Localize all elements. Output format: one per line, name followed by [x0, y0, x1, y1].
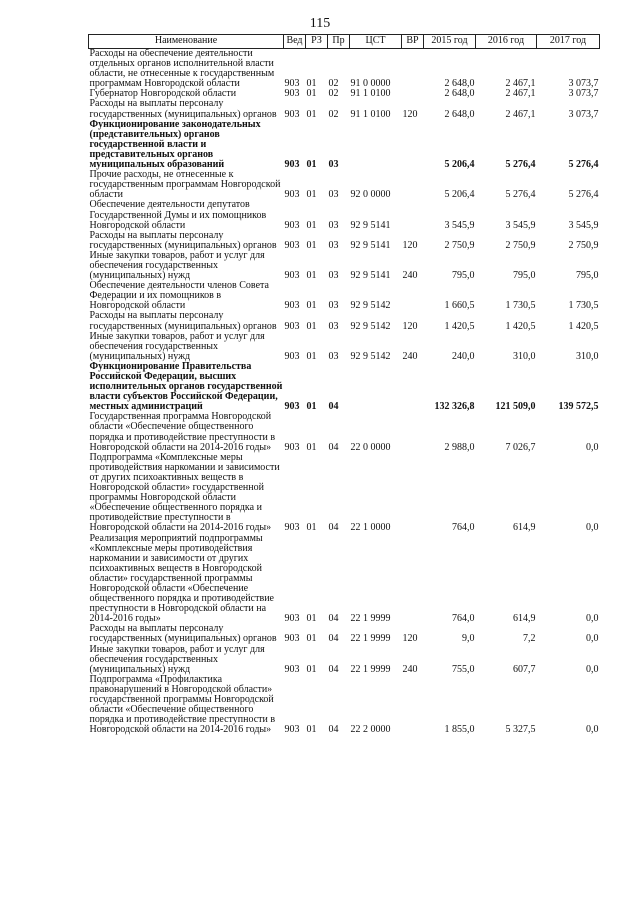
cell-pr: 03	[328, 270, 339, 282]
cell-2017: 0,0	[586, 633, 599, 645]
cell-ved: 903	[284, 270, 300, 282]
cell-2016: 614,9	[513, 522, 536, 534]
cell-ved: 903	[284, 300, 300, 312]
cell-2015: 755,0	[452, 663, 475, 675]
cell-2017: 1 420,5	[568, 320, 599, 332]
cell-2017: 2 750,9	[568, 239, 599, 251]
cell-name: Расходы на выплаты персоналу государственных (муниципальных) органов	[89, 310, 277, 332]
cell-vr: 120	[402, 320, 418, 332]
cell-name: Расходы на выплаты персоналу государственных (муниципальных) органов	[89, 623, 277, 645]
cell-vr: 240	[402, 270, 418, 282]
cell-ved: 903	[284, 613, 300, 625]
cell-2016: 5 276,4	[505, 159, 536, 171]
cell-vr	[402, 170, 424, 200]
header-2017: 2017 год	[537, 35, 600, 49]
cell-rz: 01	[306, 724, 317, 736]
cell-name: Прочие расходы, не отнесенные к государственным программам Новгородской области	[89, 169, 281, 201]
header-2016: 2016 год	[476, 35, 537, 49]
cell-2015: 1 660,5	[444, 300, 475, 312]
cell-rz: 01	[306, 88, 317, 100]
cell-2017: 3 073,7	[568, 88, 599, 100]
cell-vr	[402, 412, 424, 452]
cell-2017: 5 276,4	[568, 189, 599, 201]
cell-ved: 903	[284, 663, 300, 675]
cell-name: Подпрограмма «Профилактика правонарушений в Новгородской области» государственной программы Новгородской области «Обеспечение общественного порядка и противодействие преступности в Новгородской области на 2014-2016 годы»	[89, 673, 276, 736]
cell-ved: 903	[284, 522, 300, 534]
cell-name: Обеспечение деятельности членов Совета Федерации и их помощников в Новгородской области	[89, 280, 269, 312]
cell-2015: 240,0	[452, 350, 475, 362]
cell-2017: 5 276,4	[568, 159, 599, 171]
cell-2016: 121 509,0	[495, 401, 536, 413]
table-body	[89, 49, 600, 736]
cell-pr: 02	[328, 78, 339, 90]
cell-rz: 01	[306, 522, 317, 534]
table-row	[89, 170, 600, 200]
cell-vr	[402, 362, 424, 412]
cell-2017: 3 073,7	[568, 78, 599, 90]
header-2015: 2015 год	[424, 35, 476, 49]
header-vr: ВР	[402, 35, 424, 49]
cell-ved: 903	[284, 219, 300, 231]
cell-2015: 1 420,5	[444, 320, 475, 332]
cell-2015: 2 648,0	[444, 108, 475, 120]
cell-ved: 903	[284, 88, 300, 100]
cell-cst	[350, 120, 402, 170]
cell-2015: 9,0	[462, 633, 475, 645]
cell-2016: 2 467,1	[505, 108, 536, 120]
cell-rz: 01	[306, 219, 317, 231]
cell-cst: 92 9 5141	[350, 219, 391, 231]
cell-pr: 04	[328, 441, 339, 453]
cell-cst: 22 2 0000	[350, 724, 391, 736]
cell-2016: 7,2	[523, 633, 536, 645]
cell-ved: 903	[284, 78, 300, 90]
cell-vr: 120	[402, 239, 418, 251]
cell-vr	[402, 534, 424, 625]
cell-2015: 5 206,4	[444, 159, 475, 171]
cell-vr	[402, 49, 424, 90]
cell-2017: 0,0	[586, 663, 599, 675]
cell-2016: 5 276,4	[505, 189, 536, 201]
cell-pr: 03	[328, 219, 339, 231]
cell-2015: 3 545,9	[444, 219, 475, 231]
header-rz: РЗ	[306, 35, 328, 49]
cell-pr: 02	[328, 108, 339, 120]
cell-cst: 92 9 5141	[350, 270, 391, 282]
cell-cst: 22 1 0000	[350, 522, 391, 534]
cell-2015: 2 988,0	[444, 441, 475, 453]
cell-ved: 903	[284, 441, 300, 453]
cell-name: Обеспечение деятельности депутатов Государственной Думы и их помощников Новгородской области	[89, 199, 267, 231]
cell-cst: 22 1 9999	[350, 633, 391, 645]
cell-rz: 01	[306, 300, 317, 312]
cell-name: Расходы на выплаты персоналу государственных (муниципальных) органов	[89, 229, 277, 251]
cell-name: Реализация мероприятий подпрограммы «Комплексные меры противодействия наркомании и зависимости от других психоактивных веществ в Новгородской области» государственной программы Новгородской области «Обеспечение общественного порядка и противодействие преступности в Новгородской области на 2014-2016 годы»	[89, 532, 274, 625]
cell-ved: 903	[284, 320, 300, 332]
cell-vr: 240	[402, 350, 418, 362]
cell-vr: 240	[402, 663, 418, 675]
table-row	[89, 99, 600, 119]
cell-rz: 01	[306, 441, 317, 453]
cell-name: Функционирование Правительства Российской Федерации, высших исполнительных органов государственной власти субъектов Российской Федерации, местных администраций	[89, 360, 283, 413]
header-cst: ЦСТ	[350, 35, 402, 49]
cell-pr: 03	[328, 320, 339, 332]
cell-2017: 3 545,9	[568, 219, 599, 231]
cell-2015: 764,0	[452, 522, 475, 534]
cell-name: Расходы на обеспечение деятельности отдельных органов исполнительной власти области, не отнесенные к государственным программам Новгородской области	[89, 48, 275, 90]
cell-pr: 04	[328, 663, 339, 675]
cell-2016: 1 730,5	[505, 300, 536, 312]
cell-pr: 04	[328, 724, 339, 736]
cell-ved: 903	[284, 724, 300, 736]
table-row	[89, 412, 600, 452]
cell-cst: 22 1 9999	[350, 613, 391, 625]
table-row	[89, 645, 600, 675]
cell-cst: 92 0 0000	[350, 189, 391, 201]
cell-cst: 91 1 0100	[350, 88, 391, 100]
cell-2016: 1 420,5	[505, 320, 536, 332]
cell-2017: 0,0	[586, 613, 599, 625]
table-row	[89, 624, 600, 644]
cell-cst: 22 1 9999	[350, 663, 391, 675]
cell-2015: 764,0	[452, 613, 475, 625]
cell-name: Функционирование законодательных (представительных) органов государственной власти и представительных органов муниципальных образований	[89, 118, 261, 171]
table-row	[89, 453, 600, 534]
table-row	[89, 251, 600, 281]
cell-2016: 2 467,1	[505, 78, 536, 90]
cell-rz: 01	[306, 239, 317, 251]
cell-2016: 2 750,9	[505, 239, 536, 251]
cell-rz: 01	[306, 633, 317, 645]
cell-rz: 01	[306, 159, 317, 171]
cell-name: Иные закупки товаров, работ и услуг для обеспечения государственных (муниципальных) нужд	[89, 330, 265, 362]
cell-vr: 120	[402, 633, 418, 645]
cell-rz: 01	[306, 270, 317, 282]
page-number: 115	[309, 16, 331, 31]
header-name: Наименование	[89, 35, 284, 49]
table-row	[89, 311, 600, 331]
table-row	[89, 120, 600, 170]
cell-2015: 2 648,0	[444, 88, 475, 100]
cell-2017: 310,0	[576, 350, 599, 362]
cell-rz: 01	[306, 108, 317, 120]
cell-2017: 139 572,5	[558, 401, 599, 413]
cell-2015: 2 648,0	[444, 78, 475, 90]
cell-2016: 3 545,9	[505, 219, 536, 231]
cell-pr: 03	[328, 159, 339, 171]
cell-name: Губернатор Новгородской области	[89, 88, 237, 100]
cell-ved: 903	[284, 108, 300, 120]
cell-name: Расходы на выплаты персоналу государственных (муниципальных) органов	[89, 98, 277, 120]
cell-2016: 5 327,5	[505, 724, 536, 736]
cell-2016: 7 026,7	[505, 441, 536, 453]
cell-cst: 91 0 0000	[350, 78, 391, 90]
cell-pr: 04	[328, 401, 339, 413]
cell-ved: 903	[284, 401, 300, 413]
budget-table	[88, 34, 600, 735]
table-row	[89, 534, 600, 625]
cell-cst: 92 9 5142	[350, 350, 391, 362]
cell-name: Подпрограмма «Комплексные меры противодействия наркомании и зависимости от других психоактивных веществ в Новгородской области» государственной программы Новгородской области «Обеспечение общественного порядка и противодействие преступности в Новгородской области на 2014-2016 годы»	[89, 451, 280, 534]
cell-cst: 92 9 5142	[350, 300, 391, 312]
header-ved: Вед	[284, 35, 306, 49]
table-row	[89, 332, 600, 362]
cell-pr: 04	[328, 613, 339, 625]
cell-2016: 310,0	[513, 350, 536, 362]
cell-2017: 0,0	[586, 724, 599, 736]
cell-rz: 01	[306, 613, 317, 625]
cell-pr: 04	[328, 633, 339, 645]
cell-rz: 01	[306, 189, 317, 201]
cell-rz: 01	[306, 401, 317, 413]
cell-rz: 01	[306, 78, 317, 90]
cell-name: Иные закупки товаров, работ и услуг для обеспечения государственных (муниципальных) нужд	[89, 643, 265, 675]
cell-ved: 903	[284, 239, 300, 251]
cell-vr	[402, 200, 424, 230]
cell-name: Иные закупки товаров, работ и услуг для обеспечения государственных (муниципальных) нужд	[89, 249, 265, 282]
cell-pr: 04	[328, 522, 339, 534]
cell-2016: 607,7	[513, 663, 536, 675]
cell-vr: 120	[402, 108, 418, 120]
cell-ved: 903	[284, 633, 300, 645]
cell-vr	[402, 281, 424, 311]
table-header-row	[89, 35, 600, 49]
cell-2015: 1 855,0	[444, 724, 475, 736]
cell-ved: 903	[284, 350, 300, 362]
cell-pr: 03	[328, 189, 339, 201]
cell-cst: 92 9 5141	[350, 239, 391, 251]
cell-2015: 5 206,4	[444, 189, 475, 201]
cell-cst: 91 1 0100	[350, 108, 391, 120]
cell-2017: 0,0	[586, 441, 599, 453]
cell-2016: 2 467,1	[505, 88, 536, 100]
cell-2017: 795,0	[576, 270, 599, 282]
cell-2015: 132 326,8	[434, 401, 475, 413]
cell-cst: 92 9 5142	[350, 320, 391, 332]
cell-rz: 01	[306, 350, 317, 362]
cell-vr	[402, 120, 424, 170]
cell-rz: 01	[306, 663, 317, 675]
cell-vr	[402, 675, 424, 736]
cell-2016: 614,9	[513, 613, 536, 625]
cell-rz: 01	[306, 320, 317, 332]
table-row	[89, 362, 600, 412]
cell-pr: 02	[328, 88, 339, 100]
cell-cst: 22 0 0000	[350, 441, 391, 453]
cell-pr: 03	[328, 300, 339, 312]
cell-cst	[350, 362, 402, 412]
cell-2015: 795,0	[452, 270, 475, 282]
cell-2017: 0,0	[586, 522, 599, 534]
table-row	[89, 231, 600, 251]
table-row	[89, 200, 600, 230]
cell-pr: 03	[328, 239, 339, 251]
cell-2015: 2 750,9	[444, 239, 475, 251]
cell-name: Государственная программа Новгородской области «Обеспечение общественного порядка и противодействие преступности в Новгородской области на 2014-2016 годы»	[89, 411, 276, 453]
cell-vr	[402, 453, 424, 534]
table-row	[89, 49, 600, 90]
cell-2016: 795,0	[513, 270, 536, 282]
table-row	[89, 675, 600, 736]
table-row	[89, 281, 600, 311]
cell-ved: 903	[284, 159, 300, 171]
header-pr: Пр	[328, 35, 350, 49]
cell-ved: 903	[284, 189, 300, 201]
cell-2017: 3 073,7	[568, 108, 599, 120]
cell-vr	[402, 89, 424, 99]
cell-pr: 03	[328, 350, 339, 362]
cell-2017: 1 730,5	[568, 300, 599, 312]
